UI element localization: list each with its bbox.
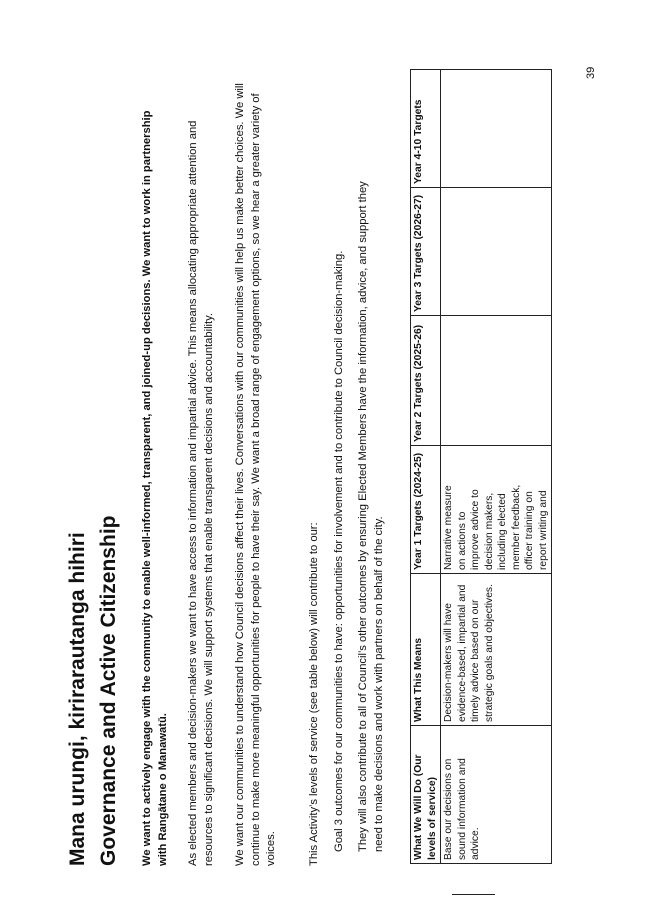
goal-outcome: Goal 3 outcomes for our communities to have: opportunities for involvement and to contribute to Council decision-making.: [333, 250, 345, 852]
header-what-we-will-do: What We Will Do (Our levels of service): [411, 726, 441, 864]
cell-year3: [441, 188, 552, 316]
header-year3-targets: Year 3 Targets (2026-27): [411, 188, 441, 316]
year1-target-text: Narrative measure on actions to improve advice to decision makers, including elected member feedback, officer training on report writing and: [443, 484, 549, 570]
header-year4-10-targets: Year 4-10 Targets: [411, 70, 441, 188]
levels-intro: This Activity’s levels of service (see table below) will contribute to our:: [308, 522, 320, 866]
levels-of-service-table: [410, 69, 552, 864]
cell-year1: [441, 446, 552, 574]
heading-english: Governance and Active Citizenship: [97, 515, 120, 866]
communities-paragraph: We want our communities to understand how Council decisions affect their lives. Conversations with our communities will help us make better choices. We will continue to make more meaningful opportunities for people to have their say. We want a broad range of engagement options, so we hear a greater variety of voices.: [234, 83, 277, 866]
cell-year4-10: [441, 70, 552, 188]
footer-rule: [452, 894, 495, 895]
cell-service: Base our decisions on sound information and advice.: [441, 726, 552, 864]
page-number: 39: [585, 66, 597, 79]
members-paragraph: As elected members and decision-makers we want to have access to information and impartial advice. This means allocating appropriate attention and resources to significant decisions. We will support systems that enable transparent decisions and accountability.: [187, 120, 215, 866]
heading-maori: Mana urungi, kirirarautanga hihiri: [66, 532, 89, 866]
header-what-this-means: What This Means: [411, 574, 441, 726]
cell-meaning: Decision-makers will have evidence-based, impartial and timely advice based on our strategic goals and objectives.: [441, 574, 552, 726]
other-outcomes: They will also contribute to all of Council’s other outcomes by ensuring Elected Members have the information, advice, and support they need to make decisions and work with partners on behalf of the city.: [357, 181, 385, 852]
cell-year2: [441, 316, 552, 446]
header-year2-targets: Year 2 Targets (2025-26): [411, 316, 441, 446]
intro-paragraph: We want to actively engage with the community to enable well-informed, transparent, and joined-up decisions. We want to work in partnership with Rangātane o Manawatū.: [141, 110, 169, 866]
table-header-row: [411, 70, 441, 864]
table-row: [441, 70, 552, 864]
header-year1-targets: Year 1 Targets (2024-25): [411, 446, 441, 574]
